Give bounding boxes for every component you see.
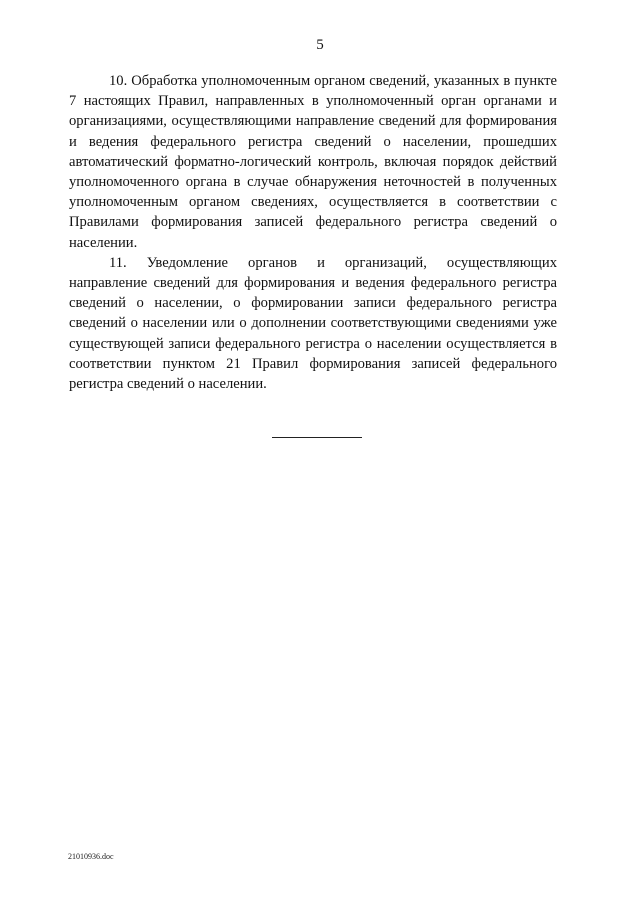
closing-divider	[272, 437, 362, 438]
footer-file-name: 21010936.doc	[68, 852, 114, 861]
paragraph-10: 10. Обработка уполномоченным органом сведений, указанных в пункте 7 настоящих Правил, направленных в уполномоченный орган органами и организациями, осуществляющими направление сведений для формирования и ведения федерального регистра сведений о населении, прошедших автоматический форматно-логический контроль, включая порядок действий уполномоченного органа в случае обнаружения неточностей в полученных уполномоченным органом сведениях, осуществляется в соответствии с Правилами формирования записей федерального регистра сведений о населении.	[69, 73, 557, 251]
document-body	[69, 71, 557, 394]
paragraph-11: 11. Уведомление органов и организаций, осуществляющих направление сведений для формирования и ведения федерального регистра сведений о населении, о формировании записи федерального регистра сведений о населении или о дополнении соответствующими сведениями уже существующей записи федерального регистра о населении осуществляется в соответствии пунктом 21 Правил формирования записей федерального регистра сведений о населении.	[69, 254, 557, 393]
page-number: 5	[316, 37, 324, 53]
